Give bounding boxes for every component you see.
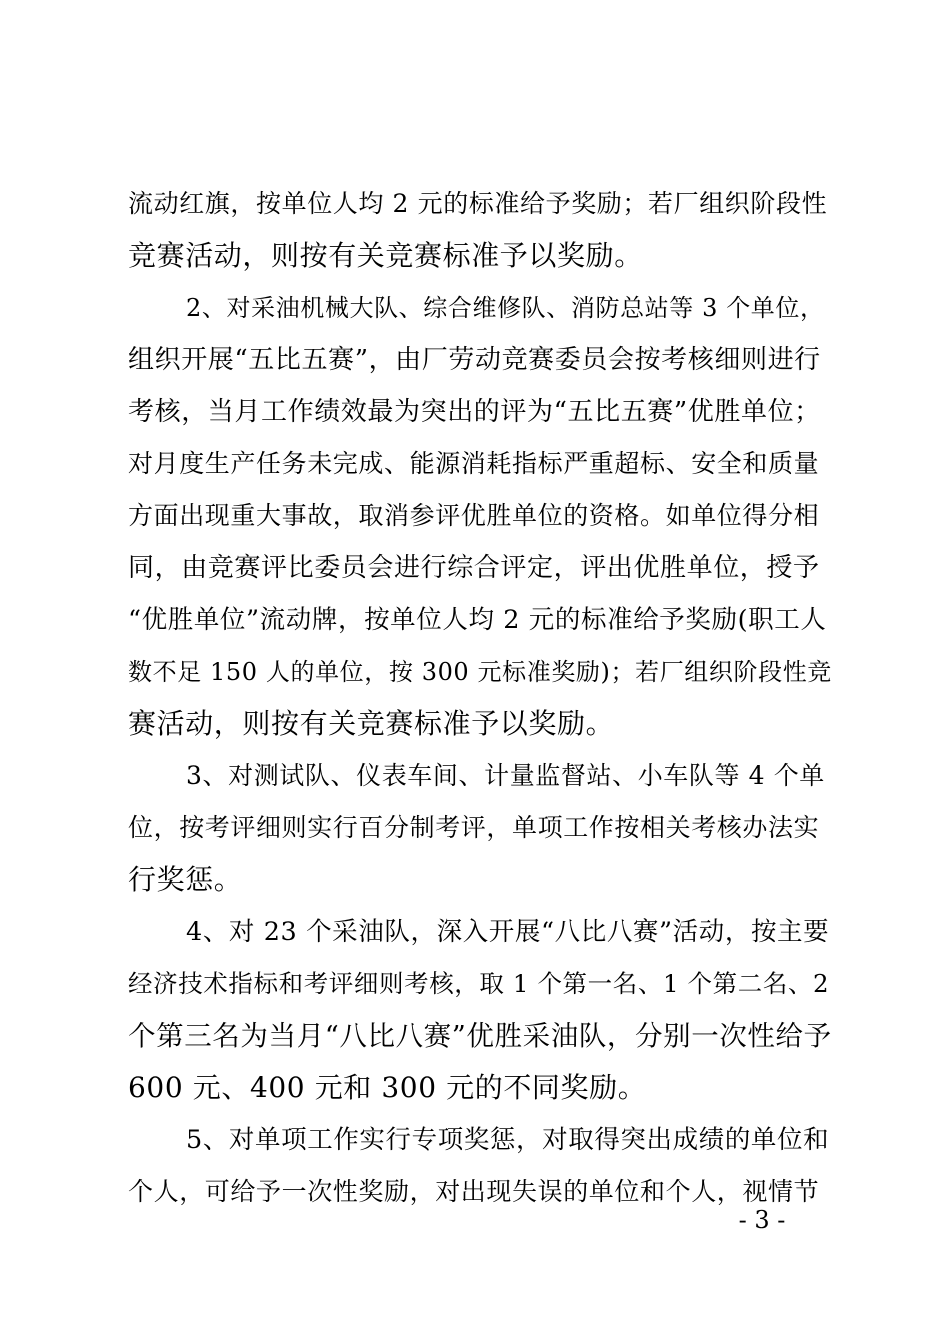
body-text-line: “优胜单位”流动牌，按单位人均 2 元的标准给予奖励(职工人	[128, 605, 827, 635]
body-text-line: 4、对 23 个采油队，深入开展“八比八赛”活动，按主要	[186, 917, 830, 947]
body-text-line: 5、对单项工作实行专项奖惩，对取得突出成绩的单位和	[186, 1125, 830, 1155]
page-number-text: - 3 -	[738, 1206, 786, 1234]
body-text-line: 位，按考评细则实行百分制考评，单项工作按相关考核办法实	[128, 813, 820, 842]
body-text-line: 方面出现重大事故，取消参评优胜单位的资格。如单位得分相	[128, 501, 820, 530]
body-text-line: 经济技术指标和考评细则考核，取 1 个第一名、1 个第二名、2	[128, 969, 830, 998]
body-text-line: 数不足 150 人的单位，按 300 元标准奖励)；若厂组织阶段性竞	[128, 658, 832, 686]
body-text-line: 行奖惩。	[128, 863, 243, 896]
body-text-line: 2、对采油机械大队、综合维修队、消防总站等 3 个单位，	[186, 294, 825, 322]
body-text-line: 同，由竞赛评比委员会进行综合评定，评出优胜单位，授予	[128, 553, 820, 583]
body-text-line: 组织开展“五比五赛”，由厂劳动竞赛委员会按考核细则进行	[128, 345, 821, 375]
body-text-line: 赛活动，则按有关竞赛标准予以奖励。	[128, 707, 615, 740]
body-text-line: 流动红旗，按单位人均 2 元的标准给予奖励；若厂组织阶段性	[128, 189, 828, 218]
body-text-line: 个第三名为当月“八比八赛”优胜采油队，分别一次性给予	[128, 1020, 832, 1052]
body-text-line: 600 元、400 元和 300 元的不同奖励。	[128, 1071, 647, 1104]
body-text-line: 考核，当月工作绩效最为突出的评为“五比五赛”优胜单位；	[128, 397, 821, 427]
body-text-line: 竞赛活动，则按有关竞赛标准予以奖励。	[128, 239, 643, 272]
body-text-line: 3、对测试队、仪表车间、计量监督站、小车队等 4 个单	[186, 761, 825, 790]
body-text-line: 对月度生产任务未完成、能源消耗指标严重超标、安全和质量	[128, 449, 820, 478]
body-text-line: 个人，可给予一次性奖励，对出现失误的单位和个人，视情节	[128, 1177, 820, 1206]
